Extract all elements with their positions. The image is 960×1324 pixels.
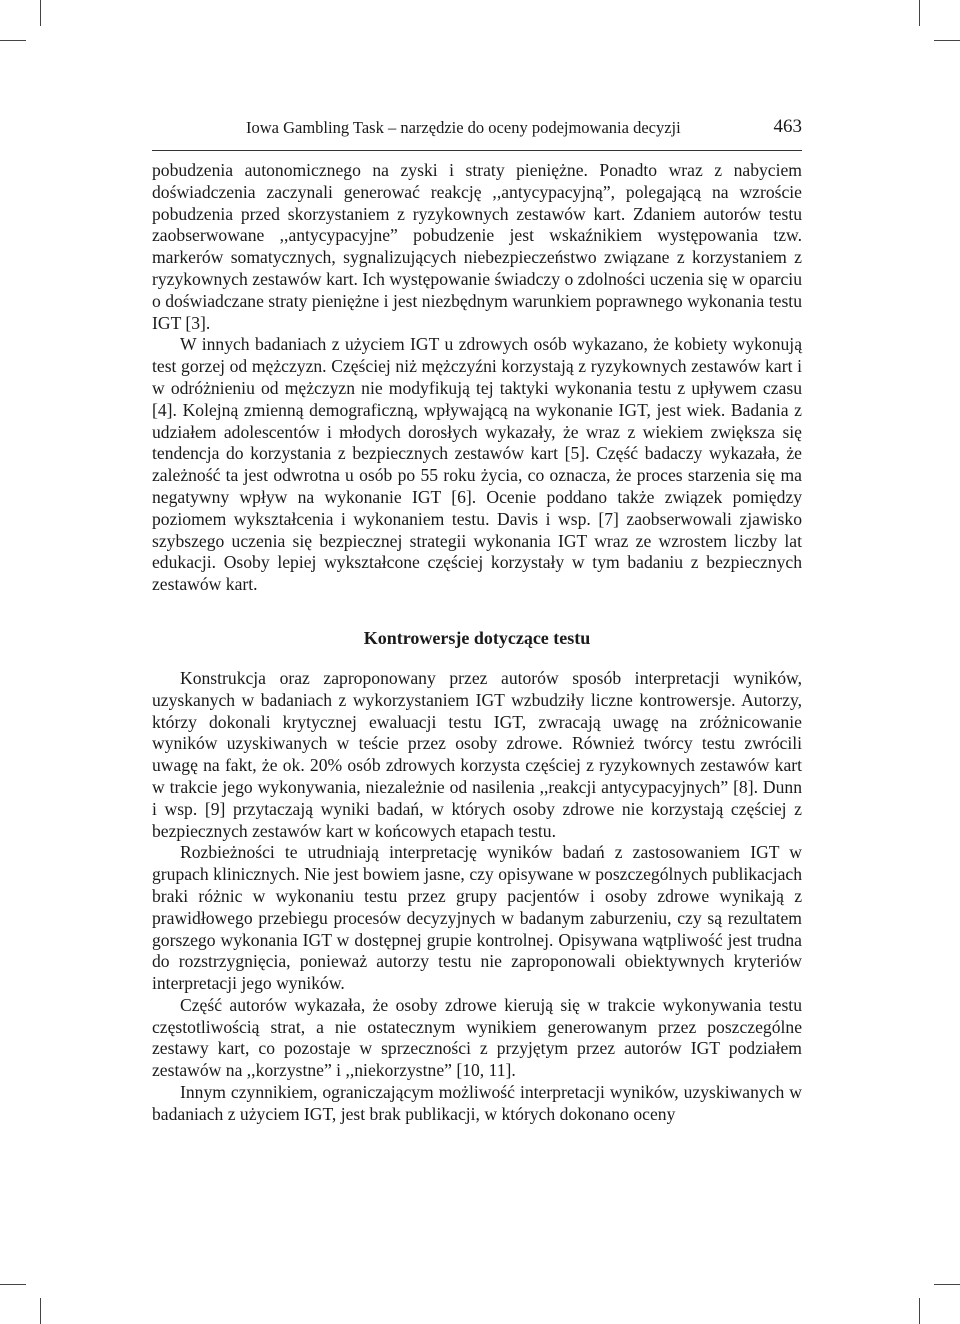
paragraph: Innym czynnikiem, ograniczającym możliwość interpretacji wyników, uzyskiwanych w badaniach z użyciem IGT, jest brak publikacji, w których dokonano oceny	[152, 1082, 802, 1124]
crop-mark	[919, 0, 920, 26]
crop-mark	[919, 1298, 920, 1324]
crop-mark	[934, 1284, 960, 1285]
crop-mark	[0, 1284, 26, 1285]
crop-mark	[40, 0, 41, 26]
crop-mark	[0, 40, 26, 41]
crop-mark	[934, 40, 960, 41]
paragraph: Część autorów wykazała, że osoby zdrowe kierują się w trakcie wykonywania testu częstotliwością strat, a nie ostatecznym wynikiem generowanym przez poszczególne zestawy kart, co pozostaje w sprzeczności z przyjętym przez autorów IGT podziałem zestawów na ,,korzystne” i ,,niekorzystne” [10, 11].	[152, 994, 802, 1081]
paragraph: Konstrukcja oraz zaproponowany przez autorów sposób interpretacji wyników, uzyskanych w badaniach z wykorzystaniem IGT wzbudziły liczne kontrowersje. Autorzy, którzy dokonali krytycznej ewaluacji testu IGT, zwracają uwagę na zróżnicowanie wyników uzyskiwanych w teście przez osoby zdrowe. Również twórcy testu zwrócili uwagę na fakt, że ok. 20% osób zdrowych korzysta częściej z ryzykownych zestawów kart w trakcie jego wykonywania, niezależnie od nasilenia ,,reakcji antycypacyjnych” [8]. Dunn i wsp. [9] przytaczają wyniki badań, w których osoby zdrowe nie korzystają częściej z bezpiecznych zestawów kart w końcowych etapach testu.	[152, 667, 802, 841]
paragraph: Rozbieżności te utrudniają interpretację wyników badań z zastosowaniem IGT w grupach klinicznych. Nie jest bowiem jasne, czy opisywane w poszczególnych publikacjach braki różnic w wykonaniu testu przez grupy pacjentów i osoby zdrowe wynikają z prawidłowego przebiegu procesów decyzyjnych w badanym zaburzeniu, czy są rezultatem gorszego wykonania IGT w dostępnej grupie kontrolnej. Opisywana wątpliwość jest trudna do rozstrzygnięcia, ponieważ autorzy testu nie zaproponowali obiektywnych kryteriów interpretacji jego wyników.	[152, 842, 802, 994]
page-number: 463	[773, 116, 802, 137]
header-rule	[152, 150, 802, 151]
paragraph: W innych badaniach z użyciem IGT u zdrowych osób wykazano, że kobiety wykonują test gorzej od mężczyzn. Częściej niż mężczyźni korzystają z ryzykownych zestawów kart i w odróżnieniu od mężczyzn nie modyfikują tej taktyki wykonania testu z upływem czasu [4]. Kolejną zmienną demograficzną, wpływającą na wykonanie IGT, jest wiek. Badania z udziałem adolescentów i młodych dorosłych wykazały, że wraz z wiekiem zwiększa się tendencja do korzystania z bezpiecznych zestawów kart [5]. Część badaczy wykazała, że zależność ta jest odwrotna u osób po 55 roku życia, co oznacza, że proces starzenia się ma negatywny wpływ na wykonanie IGT [6]. Ocenie poddano także związek pomiędzy poziomem wykształcenia i wykonaniem testu. Davis i wsp. [7] zaobserwowali zjawisko szybszego uczenia się bezpiecznej strategii wykonania IGT wraz ze wzrostem liczby lat edukacji. Osoby lepiej wykształcone częściej korzystały w tym badaniu z bezpiecznych zestawów kart.	[152, 334, 802, 595]
running-header	[152, 116, 802, 138]
article-body	[152, 160, 802, 1126]
running-title: Iowa Gambling Task – narzędzie do oceny podejmowania decyzji	[246, 118, 681, 137]
section-heading: Kontrowersje dotyczące testu	[363, 627, 591, 648]
paragraph: pobudzenia autonomicznego na zyski i straty pieniężne. Ponadto wraz z nabyciem doświadczenia zaczynali generować reakcję ,,antycypacyjną”, polegającą na wzroście pobudzenia przed skorzystaniem z ryzykownych zestawów kart. Zdaniem autorów testu zaobserwowane ,,antycypacyjne” pobudzenie jest wskaźnikiem występowania tzw. markerów somatycznych, sygnalizujących niebezpieczeństwo związane z korzystaniem z ryzykownych zestawów kart. Ich występowanie świadczy o zdolności uczenia się w oparciu o doświadczane straty pieniężne i jest niezbędnym warunkiem poprawnego wykonania testu IGT [3].	[152, 160, 802, 333]
crop-mark	[40, 1298, 41, 1324]
